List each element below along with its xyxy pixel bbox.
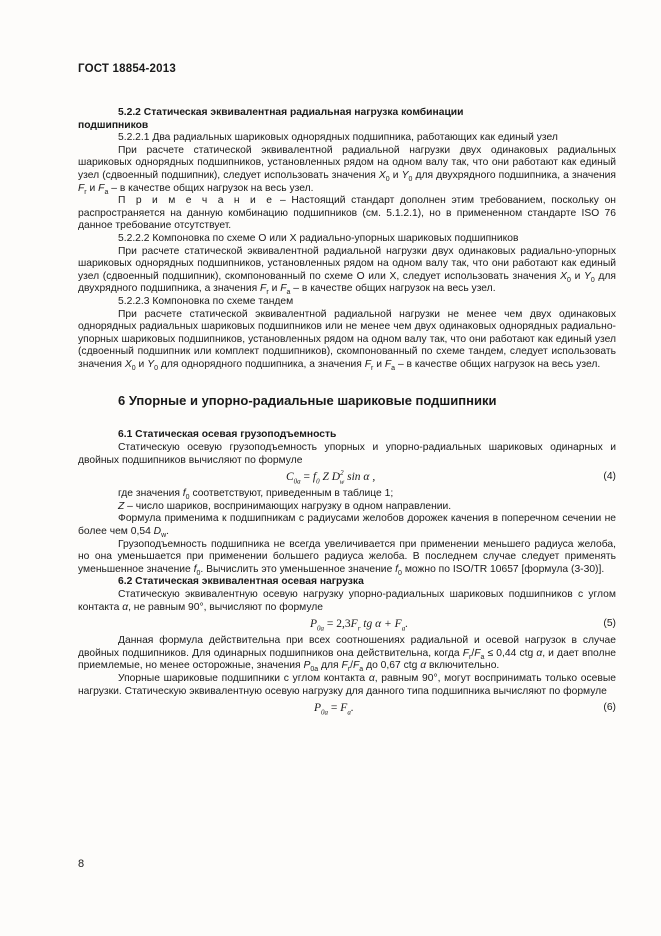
formula-5-number: (5): [603, 618, 616, 630]
subheading-5-2-2-2: 5.2.2.2 Компоновка по схеме O или X радиально-упорных шариковых подшипников: [118, 232, 519, 244]
heading-5-2-2: 5.2.2 Статическая эквивалентная радиальная нагрузка комбинации: [118, 107, 464, 118]
paragraph-6-2: Статическую эквивалентную осевую нагрузку упорно-радиальных шариковых подшипников с углом контакта α, не равным 90°, вычисляют по формуле: [78, 589, 616, 613]
formula-6-expression: $P_{0a} = F_a$.: [314, 702, 354, 717]
subheading-5-2-2-1: 5.2.2.1 Два радиальных шариковых однорядных подшипника, работающих как единый узел: [118, 132, 558, 144]
page-body: [78, 107, 616, 719]
formula-4-number: (4): [603, 471, 616, 483]
formula-6-number: (6): [603, 702, 616, 714]
paragraph-6-1: Статическую осевую грузоподъемность упорных и упорно-радиальных шариковых одинарных и двойных подшипников вычисляют по формуле: [78, 442, 616, 466]
paragraph-5-2-2-3: При расчете статической эквивалентной радиальной нагрузки не менее чем двух одинаковых однорядных радиальных шариковых подшипников или не менее чем двух одинаковых однорядных радиально-упорных шариковых подшипников, установленных рядом на одном валу так, что они работают как единый узел (сдвоенный подшипник или комплект подшипников), скомпонованный по схеме тандем, следует использовать значения $X_0$ и $Y_0$ для однорядного подшипника, а значения $F_r$ и $F_a$ – в качестве общих нагрузок на весь узел.: [78, 308, 616, 372]
paragraph-6-2-thrust: Упорные шариковые подшипники с углом контакта α, равным 90°, могут воспринимать только осевые нагрузки. Статическую эквивалентную осевую нагрузку для данного типа подшипника вычисляют по формуле: [78, 672, 616, 697]
subheading-5-2-2-3: 5.2.2.3 Компоновка по схеме тандем: [118, 295, 294, 307]
paragraph-6-1-capacity: Грузоподъемность подшипника не всегда увеличивается при применении меньшего радиуса желоба, но она уменьшается при применении большего радиуса желоба. В последнем случае следует применять уменьшенное значение $f_0$. Вычислить это уменьшенное значение $f_0$ можно по ISO/TR 10657 [формула (3-30)].: [78, 538, 616, 577]
formula-4-expression: $C_{0a} = f_0$ Z $D^2_w$ sin α ,: [286, 469, 376, 486]
note-label: П р и м е ч а н и е: [118, 195, 275, 207]
standard-header: ГОСТ 18854-2013: [78, 63, 176, 75]
formula-4: [78, 468, 616, 487]
heading-6-1: 6.1 Статическая осевая грузоподъемность: [118, 429, 337, 441]
heading-6-2: 6.2 Статическая эквивалентная осевая нагрузка: [118, 576, 364, 588]
where-line-2: Z – число шариков, воспринимающих нагрузку в одном направлении.: [118, 500, 452, 512]
heading-5-2-2-cont: подшипников: [78, 119, 149, 131]
note-paragraph: П р и м е ч а н и е – Настоящий стандарт дополнен этим требованием, поскольку он распространяется на данную комбинацию подшипников (см. 5.1.2.1), но в примененном стандарте ISO 76 данное требование отсутствует.: [78, 195, 616, 232]
where-line-1: где значения $f_0$ соответствуют, приведенным в таблице 1;: [118, 488, 394, 502]
section-6-title: 6 Упорные и упорно-радиальные шариковые подшипники: [118, 393, 497, 409]
formula-6: [78, 699, 616, 718]
paragraph-6-2-validity: Данная формула действительна при всех соотношениях радиальной и осевой нагрузок в случае двойных подшипников. Для одинарных подшипников она действительна, когда $F_r/F_a \le 0,44$ ctg α, и дает вполне приемлемые, но менее осторожные, значения $P_{0a}$ для $F_r/F_a$ до 0,67 ctg α включительно.: [78, 635, 616, 674]
page-number: 8: [78, 858, 85, 870]
paragraph-6-1-formula-note: Формула применима к подшипникам с радиусами желобов дорожек качения в поперечном сечении не более чем 0,54 $D_w$.: [78, 513, 616, 540]
paragraph-5-2-2-2: При расчете статической эквивалентной радиальной нагрузки двух одинаковых радиально-упорных шариковых однорядных подшипников, установленных рядом на одном валу так, что они работают как единый узел (сдвоенный подшипник), скомпонованный по схеме O или X, следует использовать значения $X_0$ и $Y_0$ для двухрядного подшипника, а значения $F_r$ и $F_a$ – в качестве общих нагрузок на весь узел.: [78, 245, 616, 297]
formula-5: [78, 615, 616, 634]
formula-5-expression: $P_{0a} = 2,3F_r$ tg $\alpha + F_a$.: [310, 618, 409, 633]
paragraph-5-2-2-1: При расчете статической эквивалентной радиальной нагрузки двух одинаковых радиальных шариковых однорядных подшипников, установленных рядом на одном валу так, что они работают как единый узел (сдвоенный подшипник), следует использовать значения $X_0$ и $Y_0$ для двухрядного подшипника, а значения $F_r$ и $F_a$ – в качестве общих нагрузок на весь узел.: [78, 144, 616, 196]
